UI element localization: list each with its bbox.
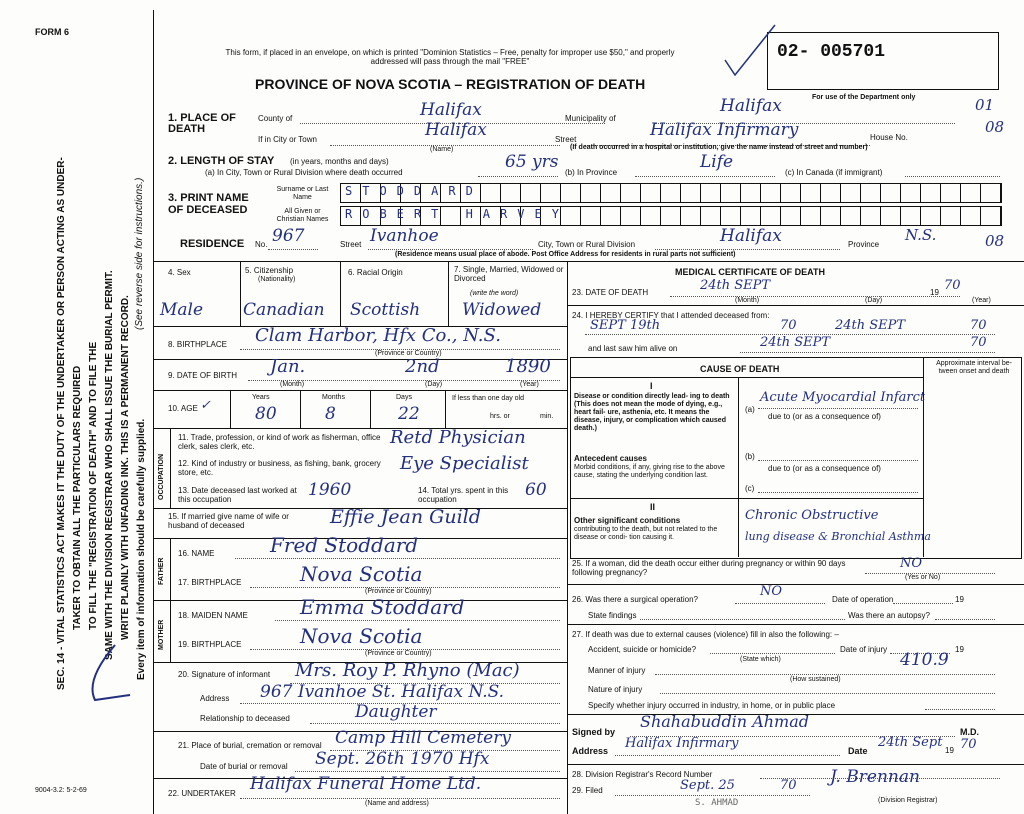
injury-date-label: Date of injury xyxy=(840,645,888,654)
nationality-note: (Nationality) xyxy=(258,276,296,283)
undertaker-value: Halifax Funeral Home Ltd. xyxy=(250,774,482,794)
citizenship-label: 5. Citizenship xyxy=(245,266,294,275)
age-label: 10. AGE xyxy=(168,404,198,413)
signed-value: Shahabuddin Ahmad xyxy=(640,712,809,731)
stay-c-label: (c) In Canada (if immigrant) xyxy=(785,168,883,177)
marital-hint: (write the word) xyxy=(470,290,519,297)
print-code: 9004-3.2: 5-2-69 xyxy=(35,787,87,794)
burial-date-label: Date of burial or removal xyxy=(200,762,288,771)
name-label: 3. PRINT NAME OF DECEASED xyxy=(168,192,249,216)
dod-year: 70 xyxy=(944,278,961,293)
industry-label: 12. Kind of industry or business, as fishing, bank, grocery store, etc. xyxy=(178,459,381,477)
lastworked-value: 1960 xyxy=(308,480,352,500)
father-name-label: 16. NAME xyxy=(178,549,215,558)
disease-label: Disease or condition directly lead- ing to death (This does not mean the mode of dying, e.g., heart fail- ure, asthenia, etc. It means the disease, injury, or complication which caused death.) xyxy=(574,393,730,432)
op-date-label: Date of operation xyxy=(832,595,894,604)
cause-a-value: Acute Myocardial Infarct xyxy=(760,390,926,405)
birthplace-note: (Province or Country) xyxy=(375,350,442,357)
cause-c-label: (c) xyxy=(745,484,755,493)
q29-label: 29. Filed xyxy=(572,786,603,795)
spouse-value: Effie Jean Guild xyxy=(330,506,481,528)
q27-label: 27. If death was due to external causes (violence) fill in also the following: – xyxy=(572,630,839,639)
md-label: M.D. xyxy=(960,727,979,737)
occupation-section-label: OCCUPATION xyxy=(158,453,165,500)
where-label: Specify whether injury occurred in industry, in home, or in public place xyxy=(588,701,836,710)
mother-birth-label: 19. BIRTHPLACE xyxy=(178,640,242,649)
sig-address-label: Address xyxy=(572,746,609,756)
place-code-2: 08 xyxy=(985,118,1005,136)
sig-year-prefix: 19 xyxy=(945,746,954,755)
margin-supply: Every item of information should be carefully supplied. xyxy=(136,418,147,680)
years-label: Years xyxy=(252,394,270,401)
manner-label: Manner of injury xyxy=(588,666,646,675)
trade-label: 11. Trade, profession, or kind of work as fisherman, office clerk, sales clerk, etc. xyxy=(178,433,381,451)
lastseen-year: 70 xyxy=(970,335,987,350)
certify-label: 24. I HEREBY CERTIFY that I attended deceased from: xyxy=(572,311,770,320)
findings-label: State findings xyxy=(588,611,637,620)
sig-date: 24th Sept xyxy=(878,735,943,750)
page-title: PROVINCE OF NOVA SCOTIA – REGISTRATION OF DEATH xyxy=(255,76,646,92)
dob-year-note: (Year) xyxy=(520,381,539,388)
dod-day-note: (Day) xyxy=(865,297,883,304)
father-birth-label: 17. BIRTHPLACE xyxy=(178,578,242,587)
antecedent-sub: Morbid conditions, if any, giving rise to the above cause, stating the underlying condition last. xyxy=(574,464,725,479)
totalyrs-value: 60 xyxy=(525,480,547,500)
check-mark-icon xyxy=(720,20,780,80)
residence-street-label: Street xyxy=(340,240,362,249)
q28-label: 28. Division Registrar's Record Number xyxy=(572,770,713,779)
yes-no-note: (Yes or No) xyxy=(905,574,941,581)
less-day-label: If less than one day old xyxy=(452,395,524,402)
injury-code: 410.9 xyxy=(900,650,949,670)
due-to-2: due to (or as a consequence of) xyxy=(768,464,881,473)
residence-note: (Residence means usual place of abode. Post Office Address for residents in rural parts not sufficient) xyxy=(395,251,736,258)
father-birth-note: (Province or Country) xyxy=(365,588,432,595)
other-value-2: lung disease & Bronchial Asthma xyxy=(745,530,931,543)
county-label: County of xyxy=(258,114,293,123)
q26-value: NO xyxy=(760,584,783,599)
margin-rule xyxy=(153,10,154,814)
dob-day-note: (Day) xyxy=(425,381,443,388)
state-which-note: (State which) xyxy=(740,656,781,663)
father-name: Fred Stoddard xyxy=(270,533,419,557)
age-days: 22 xyxy=(398,404,420,424)
attended-to: 24th SEPT xyxy=(835,318,906,333)
stamp-text: S. AHMAD xyxy=(695,798,739,808)
registrar-note: (Division Registrar) xyxy=(878,797,938,804)
due-to-1: due to (or as a consequence of) xyxy=(768,412,881,421)
county-value: Halifax xyxy=(420,100,482,120)
given-label: All Given or Christian Names xyxy=(276,208,329,223)
autopsy-label: Was there an autopsy? xyxy=(848,611,930,620)
city-name-note: (Name) xyxy=(430,146,454,153)
attended-to-year: 70 xyxy=(970,318,987,333)
stay-sub: (in years, months and days) xyxy=(290,157,389,166)
residence-city: Halifax xyxy=(720,226,782,246)
father-section-label: FATHER xyxy=(158,557,165,585)
mother-maiden-label: 18. MAIDEN NAME xyxy=(178,611,248,620)
informant-address: 967 Ivanhoe St. Halifax N.S. xyxy=(260,682,505,702)
lastseen-value: 24th SEPT xyxy=(760,335,831,350)
given-value: ROBERT HARVEY xyxy=(345,207,569,221)
age-months: 8 xyxy=(325,404,336,424)
street-value: Halifax Infirmary xyxy=(650,120,799,140)
informant-address-label: Address xyxy=(200,694,230,703)
sig-year: 70 xyxy=(960,737,977,752)
filed-year: 70 xyxy=(780,778,797,793)
cause-a-label: (a) xyxy=(745,405,755,414)
antecedent-label: Antecedent causes xyxy=(574,454,647,463)
municipality-value: Halifax xyxy=(720,96,782,116)
sustained-note: (How sustained) xyxy=(790,676,841,683)
citizenship-value: Canadian xyxy=(243,300,325,320)
trade-value: Retd Physician xyxy=(390,427,526,448)
filed-value: Sept. 25 xyxy=(680,778,735,793)
attended-from: SEPT 19th xyxy=(590,318,661,333)
stay-b-value: Life xyxy=(700,152,734,172)
min-label: min. xyxy=(540,413,554,420)
residence-province: N.S. xyxy=(905,226,937,244)
other-label: Other significant conditions xyxy=(574,516,681,525)
relation-value: Daughter xyxy=(355,702,437,722)
residence-city-label: City, Town or Rural Division xyxy=(538,240,636,249)
dob-day: 2nd xyxy=(405,356,440,377)
nature-label: Nature of injury xyxy=(588,685,643,694)
sex-value: Male xyxy=(160,300,204,320)
months-label: Months xyxy=(322,394,345,401)
city-label: If in City or Town xyxy=(258,135,317,144)
medical-title: MEDICAL CERTIFICATE OF DEATH xyxy=(675,267,825,277)
informant-label: 20. Signature of informant xyxy=(178,670,271,679)
age-years: 80 xyxy=(255,404,277,424)
stay-label: 2. LENGTH OF STAY xyxy=(168,155,275,167)
mother-section-label: MOTHER xyxy=(158,619,165,650)
mother-birth-note: (Province or Country) xyxy=(365,650,432,657)
dod-year-prefix: 19 xyxy=(930,288,939,297)
dob-month-note: (Month) xyxy=(280,381,305,388)
racial-label: 6. Racial Origin xyxy=(348,268,403,277)
dod-value: 24th SEPT xyxy=(700,278,771,293)
mother-maiden: Emma Stoddard xyxy=(300,595,465,619)
mother-birth: Nova Scotia xyxy=(300,624,423,648)
burial-value: Camp Hill Cemetery xyxy=(335,728,511,748)
sex-label: 4. Sex xyxy=(168,268,191,277)
residence-label: RESIDENCE xyxy=(180,238,245,250)
margin-signature-mark xyxy=(75,640,135,710)
given-grid xyxy=(340,206,1002,226)
dod-month-note: (Month) xyxy=(735,297,760,304)
surname-value: STODDARD xyxy=(345,184,483,198)
racial-value: Scottish xyxy=(350,300,421,320)
age-check-icon: ✓ xyxy=(200,398,211,413)
undertaker-note: (Name and address) xyxy=(365,800,429,807)
municipality-label: Municipality of xyxy=(565,114,616,123)
dept-use-note: For use of the Department only xyxy=(812,94,916,101)
marital-label: 7. Single, Married, Widowed or Divorced xyxy=(454,265,564,283)
accident-label: Accident, suicide or homicide? xyxy=(588,645,697,654)
birthplace-value: Clam Harbor, Hfx Co., N.S. xyxy=(255,325,501,346)
registrar-signature: J. Brennan xyxy=(830,767,920,787)
undertaker-label: 22. UNDERTAKER xyxy=(168,789,236,798)
marital-value: Widowed xyxy=(462,300,542,320)
house-label: House No. xyxy=(870,133,908,142)
street-label: Street xyxy=(555,135,577,144)
stay-b-label: (b) In Province xyxy=(565,168,618,177)
margin-statute: SEC. 14 - VITAL STATISTICS ACT MAKES IT THE DUTY OF THE UNDERTAKER OR PERSON ACTING AS UNDER- xyxy=(56,157,67,690)
margin-line-3: TO FILL THE "REGISTRATION OF DEATH" AND TO FILE THE xyxy=(88,341,99,630)
section-ii: II xyxy=(650,502,656,512)
lastseen-label: and last saw him alive on xyxy=(588,344,678,353)
margin-line-2: TAKER TO OBTAIN ALL THE PARTICULARS REQUIRED xyxy=(72,365,83,630)
surname-label: Surname or Last Name xyxy=(276,186,329,201)
dod-label: 23. DATE OF DEATH xyxy=(572,288,649,297)
attended-from-year: 70 xyxy=(780,318,797,333)
industry-value: Eye Specialist xyxy=(400,453,529,474)
burial-label: 21. Place of burial, cremation or removal xyxy=(178,741,322,750)
other-sub: contributing to the death, but not related to the disease or condi- tion causing it. xyxy=(574,526,718,541)
dob-month: Jan. xyxy=(270,356,306,377)
lastworked-label: 13. Date deceased last worked at this occupation xyxy=(178,486,297,504)
residence-street: Ivanhoe xyxy=(370,226,439,246)
residence-no: 967 xyxy=(272,226,305,246)
injury-year: 19 xyxy=(955,645,964,654)
form-label: FORM 6 xyxy=(35,27,70,37)
signed-label: Signed by xyxy=(572,727,616,737)
q26-label: 26. Was there a surgical operation? xyxy=(572,595,698,604)
informant-value: Mrs. Roy P. Rhyno (Mac) xyxy=(295,660,520,681)
totalyrs-label: 14. Total yrs. spent in this occupation xyxy=(418,486,509,504)
relation-label: Relationship to deceased xyxy=(200,714,290,723)
q25-label: 25. If a woman, did the death occur either during pregnancy or within 90 days following pregnancy? xyxy=(572,559,846,577)
city-value: Halifax xyxy=(425,120,487,140)
margin-line-5: WRITE PLAINLY WITH UNFADING INK. THIS IS A PERMANENT RECORD. xyxy=(120,295,131,640)
sig-date-label: Date xyxy=(848,746,868,756)
place-code-1: 01 xyxy=(975,96,995,114)
surname-grid xyxy=(340,183,1002,203)
section-i: I xyxy=(650,381,653,391)
cause-b-label: (b) xyxy=(745,452,755,461)
other-value-1: Chronic Obstructive xyxy=(745,508,879,523)
days-label: Days xyxy=(396,394,412,401)
residence-province-label: Province xyxy=(848,240,880,249)
cause-title: CAUSE OF DEATH xyxy=(700,364,780,374)
stay-a-label: (a) In City, Town or Rural Division where death occurred xyxy=(205,168,403,177)
hrs-label: hrs. or xyxy=(490,413,510,420)
margin-instructions: (See reverse side for instructions.) xyxy=(134,177,145,330)
hospital-note: (If death occurred in a hospital or institution, give the name instead of street and number) xyxy=(570,144,868,151)
sig-address: Halifax Infirmary xyxy=(625,736,739,751)
record-number: 02- 005701 xyxy=(777,42,886,62)
burial-date: Sept. 26th 1970 Hfx xyxy=(315,749,490,769)
dob-label: 9. DATE OF BIRTH xyxy=(168,371,238,380)
dod-year-note: (Year) xyxy=(972,297,991,304)
birthplace-label: 8. BIRTHPLACE xyxy=(168,340,227,349)
margin-line-4: SAME WITH THE DIVISION REGISTRAR WHO SHALL ISSUE THE BURIAL PERMIT. xyxy=(104,270,115,660)
place-label: 1. PLACE OF DEATH xyxy=(168,112,236,135)
op-year: 19 xyxy=(955,595,964,604)
spouse-label: 15. If married give name of wife or husband of deceased xyxy=(168,512,289,530)
dob-year: 1890 xyxy=(505,356,551,377)
q25-value: NO xyxy=(900,556,923,571)
stay-a-value: 65 yrs xyxy=(505,152,559,172)
interval-label: Approximate interval be- tween onset and death xyxy=(936,360,1012,375)
mail-notice: This form, if placed in an envelope, on which is printed "Dominion Statistics – Free, penalty for improper use $50," and properly addressed will pass through the mail "FREE" xyxy=(225,48,675,66)
residence-no-label: No. xyxy=(255,240,268,249)
father-birth: Nova Scotia xyxy=(300,562,423,586)
residence-code: 08 xyxy=(985,232,1005,250)
